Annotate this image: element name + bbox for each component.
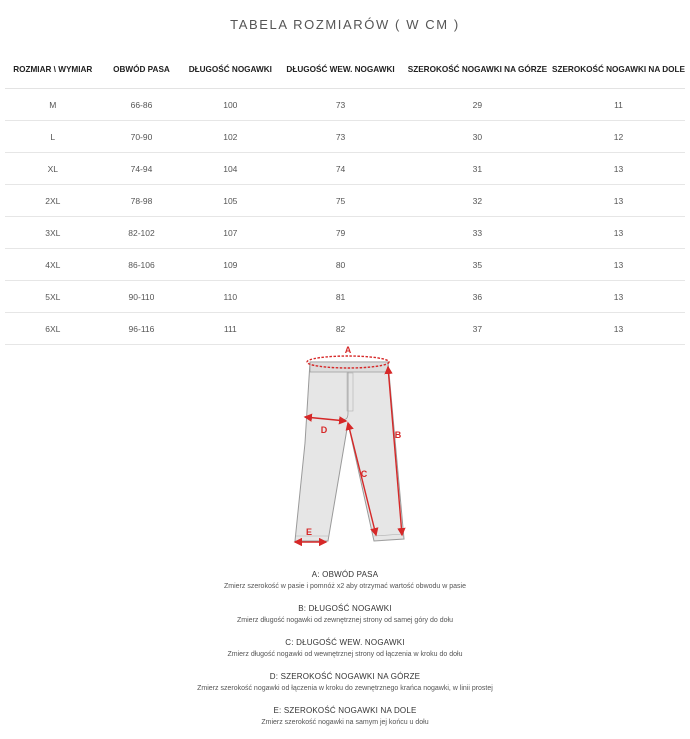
table-cell: 13 [552, 217, 685, 249]
measurement-legend [0, 569, 690, 739]
legend-title: B: DŁUGOŚĆ NOGAWKI [298, 604, 392, 613]
table-cell: 36 [403, 281, 552, 313]
table-cell: 37 [403, 313, 552, 345]
table-cell: 111 [182, 313, 278, 345]
table-cell: 13 [552, 313, 685, 345]
table-cell: 102 [182, 121, 278, 153]
label-d: D [320, 425, 328, 435]
table-cell: 107 [182, 217, 278, 249]
table-row [5, 153, 685, 185]
table-cell: XL [5, 153, 101, 185]
table-cell: 110 [182, 281, 278, 313]
table-row [5, 249, 685, 281]
table-cell: 79 [278, 217, 403, 249]
legend-desc: Zmierz szerokość w pasie i pomnóż x2 aby otrzymać wartość obwodu w pasie [224, 583, 466, 590]
table-cell: 13 [552, 185, 685, 217]
table-cell: 96-116 [101, 313, 183, 345]
legend-item-c [0, 637, 690, 671]
legend-item-a [0, 569, 690, 603]
table-cell: 13 [552, 249, 685, 281]
legend-title: A: OBWÓD PASA [311, 570, 379, 579]
label-c: C [360, 469, 368, 479]
table-cell: 11 [552, 89, 685, 121]
header-size: ROZMIAR \ WYMIAR [5, 50, 101, 89]
pants-diagram [290, 343, 410, 553]
table-cell: 100 [182, 89, 278, 121]
table-cell: 29 [403, 89, 552, 121]
table-row [5, 217, 685, 249]
table-cell: 104 [182, 153, 278, 185]
table-cell: 31 [403, 153, 552, 185]
legend-item-b [0, 603, 690, 637]
table-header-row [5, 50, 685, 89]
table-cell: 80 [278, 249, 403, 281]
table-cell: L [5, 121, 101, 153]
page-title: TABELA ROZMIARÓW ( W CM ) [230, 17, 460, 32]
table-cell: 6XL [5, 313, 101, 345]
table-cell: 12 [552, 121, 685, 153]
legend-title: E: SZEROKOŚĆ NOGAWKI NA DOLE [273, 706, 417, 715]
label-b: B [394, 430, 402, 440]
table-cell: 74 [278, 153, 403, 185]
table-cell: 70-90 [101, 121, 183, 153]
table-cell: 73 [278, 89, 403, 121]
table-cell: 82-102 [101, 217, 183, 249]
table-cell: 75 [278, 185, 403, 217]
header-inseam: DŁUGOŚĆ WEW. NOGAWKI [278, 50, 403, 89]
table-cell: M [5, 89, 101, 121]
table-cell: 35 [403, 249, 552, 281]
table-cell: 86-106 [101, 249, 183, 281]
header-waist: OBWÓD PASA [101, 50, 183, 89]
table-cell: 32 [403, 185, 552, 217]
legend-item-e [0, 705, 690, 739]
table-row [5, 281, 685, 313]
table-row [5, 313, 685, 345]
table-cell: 109 [182, 249, 278, 281]
table-cell: 13 [552, 281, 685, 313]
header-bottom-width: SZEROKOŚĆ NOGAWKI NA DOLE [552, 50, 685, 89]
table-cell: 30 [403, 121, 552, 153]
legend-desc: Zmierz szerokość nogawki od łączenia w kroku do zewnętrznego krańca nogawki, w linii prostej [197, 685, 493, 692]
legend-desc: Zmierz długość nogawki od zewnętrznej strony od samej góry do dołu [237, 617, 453, 624]
header-top-width: SZEROKOŚĆ NOGAWKI NA GÓRZE [403, 50, 552, 89]
legend-title: D: SZEROKOŚĆ NOGAWKI NA GÓRZE [269, 672, 421, 681]
table-cell: 90-110 [101, 281, 183, 313]
legend-desc: Zmierz długość nogawki od wewnętrznej strony od łączenia w kroku do dołu [227, 651, 463, 658]
legend-desc: Zmierz szerokość nogawki na samym jej końcu u dołu [261, 719, 429, 726]
table-cell: 5XL [5, 281, 101, 313]
table-row [5, 121, 685, 153]
table-cell: 78-98 [101, 185, 183, 217]
table-cell: 13 [552, 153, 685, 185]
table-row [5, 185, 685, 217]
table-cell: 3XL [5, 217, 101, 249]
table-cell: 4XL [5, 249, 101, 281]
legend-item-d [0, 671, 690, 705]
label-a: A [344, 345, 352, 355]
size-table [5, 50, 685, 345]
legend-title: C: DŁUGOŚĆ WEW. NOGAWKI [285, 638, 405, 647]
table-cell: 66-86 [101, 89, 183, 121]
table-row [5, 89, 685, 121]
table-cell: 2XL [5, 185, 101, 217]
table-cell: 73 [278, 121, 403, 153]
header-leg-length: DŁUGOŚĆ NOGAWKI [182, 50, 278, 89]
table-cell: 105 [182, 185, 278, 217]
table-cell: 74-94 [101, 153, 183, 185]
table-cell: 82 [278, 313, 403, 345]
table-cell: 33 [403, 217, 552, 249]
label-e: E [305, 527, 313, 537]
table-cell: 81 [278, 281, 403, 313]
pants-shape [295, 362, 404, 541]
